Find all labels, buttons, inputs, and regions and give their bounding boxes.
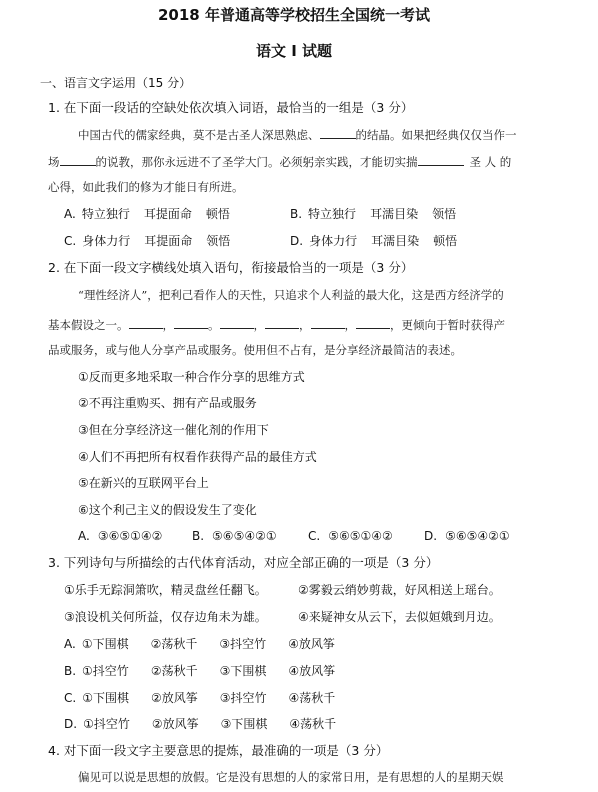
- q2-passage-line2: [48, 318, 505, 332]
- q1-text: 圣 人 的: [469, 155, 512, 169]
- q2-blank-3: [220, 318, 254, 329]
- option-label: A.: [78, 529, 90, 543]
- option-item: 耳濡目染: [370, 207, 419, 221]
- q2-item-6: ⑥这个利己主义的假设发生了变化: [78, 503, 257, 517]
- option-item: ④荡秋千: [289, 717, 337, 731]
- option-label: B.: [192, 529, 205, 543]
- q2-text: ，: [344, 318, 356, 332]
- option-item: ④放风筝: [288, 637, 335, 651]
- option-label: A.: [64, 207, 76, 221]
- q2-text: ，更倾向于暂时获得产: [390, 318, 505, 332]
- option-label: B.: [64, 664, 77, 678]
- q3-option-c[interactable]: [64, 692, 335, 704]
- q1-blank-2: [60, 155, 96, 166]
- option-item: 耳濡目染: [371, 234, 420, 248]
- q2-passage-line1: “理性经济人”，把利己看作人的天性，只追求个人利益的最大化，这是西方经济学的: [78, 288, 504, 302]
- option-label: A.: [64, 637, 76, 651]
- q4-passage-line1: 偏见可以说是思想的放假。它是没有思想的人的家常日用，是有思想的人的星期天娱: [78, 770, 504, 784]
- q1-text: 的结晶。如果把经典仅仅当作一: [355, 128, 517, 142]
- q4-stem: 4. 对下面一段文字主要意思的提炼，最准确的一项是（3 分）: [48, 743, 389, 758]
- option-label: D.: [290, 234, 304, 248]
- option-label: C.: [64, 234, 77, 248]
- q3-poem-line2-left: ③浪设机关何所益，仅存边角未为雄。: [64, 610, 267, 624]
- option-item: 耳提面命: [143, 207, 192, 221]
- option-item: ②放风筝: [150, 691, 198, 705]
- q2-option-d[interactable]: [424, 530, 510, 542]
- q2-item-2: ②不再注重购买、拥有产品或服务: [78, 396, 257, 410]
- option-item: 领悟: [432, 207, 457, 221]
- q2-text: 。: [208, 318, 220, 332]
- q2-text: 基本假设之一。: [48, 318, 129, 332]
- q1-blank-1: [320, 128, 356, 139]
- exam-subtitle: 语文 I 试题: [256, 42, 333, 60]
- option-item: 身体力行: [82, 234, 131, 248]
- q1-option-b[interactable]: [290, 208, 456, 220]
- option-item: ②放风筝: [151, 717, 199, 731]
- option-item: 特立独行: [81, 207, 130, 221]
- q1-text: 的说教，那你永远进不了圣学大门。必须躬亲实践，才能切实揣: [95, 155, 418, 169]
- q2-text: ，: [162, 318, 174, 332]
- q1-passage-line1: [78, 128, 517, 142]
- q2-blank-5: [311, 318, 345, 329]
- option-item: ③抖空竹: [219, 637, 267, 651]
- q2-item-4: ④人们不再把所有权看作获得产品的最佳方式: [78, 450, 317, 464]
- section-heading: 一、语言文字运用（15 分）: [40, 76, 192, 90]
- q1-option-d[interactable]: [290, 235, 457, 247]
- option-text: ⑤⑥⑤④②①: [212, 529, 277, 543]
- option-item: ①下围棋: [82, 691, 129, 705]
- q2-blank-6: [356, 318, 390, 329]
- option-item: ③下围棋: [220, 717, 268, 731]
- option-item: 领悟: [206, 234, 231, 248]
- q2-item-1: ①反而更多地采取一种合作分享的思维方式: [78, 370, 305, 384]
- q1-passage-line2: [48, 155, 511, 169]
- q2-text: ，: [253, 318, 265, 332]
- option-item: 特立独行: [308, 207, 357, 221]
- option-text: ⑤⑥⑤①④②: [328, 529, 393, 543]
- q3-poem-line1-left: ①乐手无踪洞箫吹，精灵盘丝任翻飞。: [64, 583, 267, 597]
- q1-stem: 1. 在下面一段话的空缺处依次填入词语，最恰当的一组是（3 分）: [48, 100, 414, 115]
- exam-title: 2018 年普通高等学校招生全国统一考试: [158, 6, 430, 24]
- option-label: C.: [64, 691, 77, 705]
- q2-blank-4: [265, 318, 299, 329]
- option-text: ⑤⑥⑤④②①: [445, 529, 510, 543]
- option-item: 顿悟: [433, 234, 458, 248]
- option-item: ①抖空竹: [82, 664, 129, 678]
- option-item: ①抖空竹: [83, 717, 130, 731]
- q1-passage-line3: 心得，如此我们的修为才能日有所进。: [48, 180, 244, 194]
- option-item: 耳提面命: [144, 234, 193, 248]
- option-item: ①下围棋: [81, 637, 129, 651]
- q1-text: 场: [48, 155, 60, 169]
- q2-option-c[interactable]: [308, 530, 393, 542]
- q2-option-b[interactable]: [192, 530, 277, 542]
- option-text: ③⑥⑤①④②: [97, 529, 163, 543]
- option-label: B.: [290, 207, 303, 221]
- option-item: 身体力行: [309, 234, 358, 248]
- q2-item-5: ⑤在新兴的互联网平台上: [78, 476, 209, 490]
- q2-stem: 2. 在下面一段文字横线处填入语句，衔接最恰当的一项是（3 分）: [48, 260, 414, 275]
- q2-passage-line3: 品或服务，或与他人分享产品或服务。使用但不占有，是分享经济最简洁的表述。: [48, 343, 462, 357]
- option-item: ②荡秋千: [150, 664, 198, 678]
- q2-item-3: ③但在分享经济这一催化剂的作用下: [78, 423, 269, 437]
- q3-option-a[interactable]: [64, 638, 335, 650]
- option-item: ④荡秋千: [288, 691, 336, 705]
- q2-text: ，: [299, 318, 311, 332]
- q2-option-a[interactable]: [78, 530, 162, 542]
- q2-blank-2: [174, 318, 208, 329]
- q3-poem-line2-right: ④来疑神女从云下，去似姮娥到月边。: [298, 610, 501, 624]
- q3-option-d[interactable]: [64, 718, 336, 730]
- option-label: D.: [64, 717, 78, 731]
- q3-option-b[interactable]: [64, 665, 335, 677]
- option-item: ②荡秋千: [150, 637, 198, 651]
- option-label: C.: [308, 529, 321, 543]
- q1-option-c[interactable]: [64, 235, 230, 247]
- option-item: ③抖空竹: [219, 691, 267, 705]
- q1-blank-3: [418, 155, 464, 166]
- q1-option-a[interactable]: [64, 208, 230, 220]
- q2-blank-1: [129, 318, 163, 329]
- option-item: 顿悟: [205, 207, 230, 221]
- q3-poem-line1-right: ②雾毅云绡妙剪裁，好风相送上瑶台。: [298, 583, 501, 597]
- q1-text: 中国古代的儒家经典，莫不是古圣人深思熟虑、: [78, 128, 320, 142]
- option-label: D.: [424, 529, 438, 543]
- option-item: ③下围棋: [219, 664, 267, 678]
- q3-stem: 3. 下列诗句与所描绘的古代体育活动，对应全部正确的一项是（3 分）: [48, 555, 439, 570]
- option-item: ④放风筝: [288, 664, 336, 678]
